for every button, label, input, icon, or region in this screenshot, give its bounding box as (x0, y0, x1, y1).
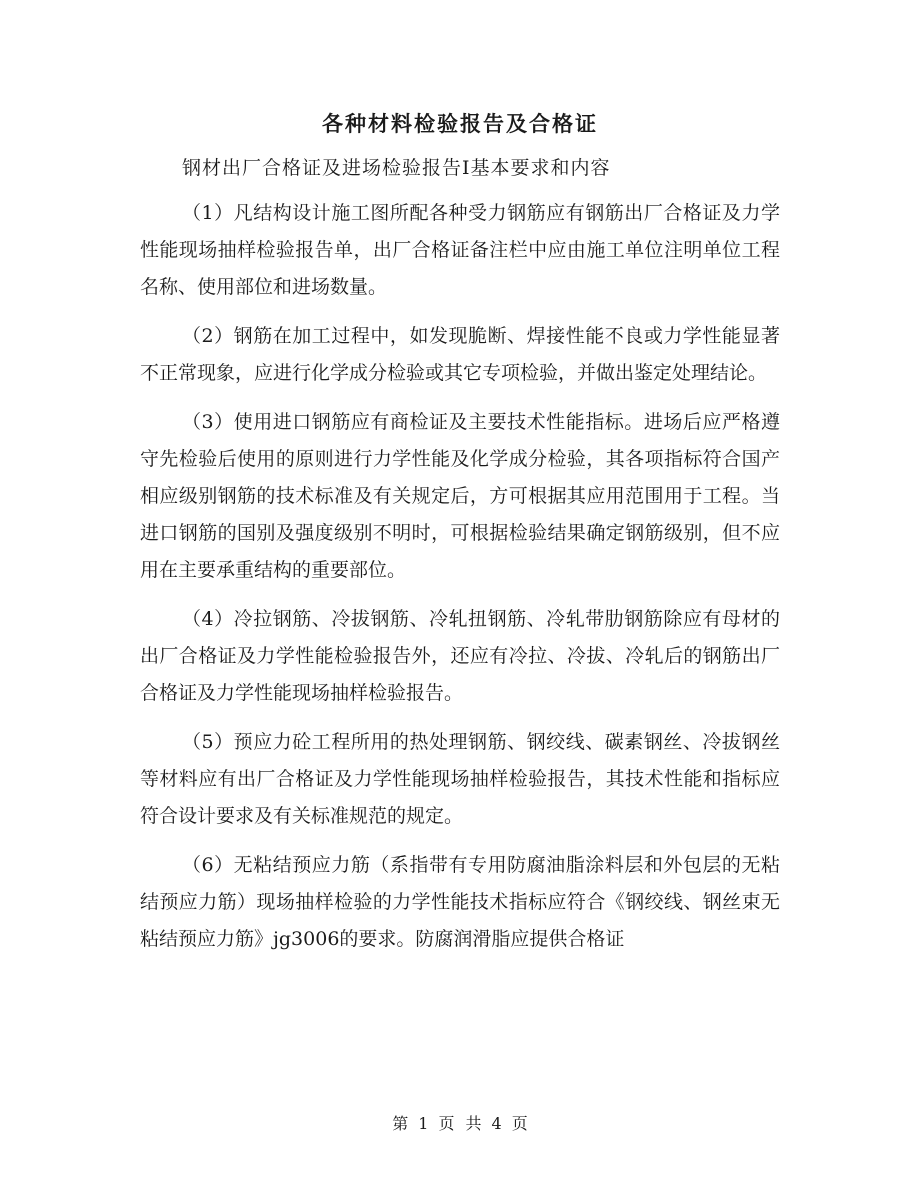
paragraph-2: （2）钢筋在加工过程中，如发现脆断、焊接性能不良或力学性能显著不正常现象，应进行化学成分检验或其它专项检验，并做出鉴定处理结论。 (140, 325, 780, 384)
page-label-prefix: 第 (392, 1114, 409, 1133)
page-label-suffix: 页 (511, 1114, 528, 1133)
document-body (140, 195, 780, 970)
paragraph-3: （3）使用进口钢筋应有商检证及主要技术性能指标。进场后应严格遵守先检验后使用的原则进行力学性能及化学成分检验，其各项指标符合国产相应级别钢筋的技术标准及有关规定后，方可根据其应用范围用于工程。当进口钢筋的国别及强度级别不明时，可根据检验结果确定钢筋级别，但不应用在主要承重结构的重要部位。 (140, 411, 780, 581)
document-title: 各种材料检验报告及合格证 (322, 111, 598, 136)
current-page-number: 1 (418, 1114, 429, 1133)
paragraph-5: （5）预应力砼工程所用的热处理钢筋、钢绞线、碳素钢丝、冷拔钢丝等材料应有出厂合格证及力学性能现场抽样检验报告，其技术性能和指标应符合设计要求及有关标准规范的规定。 (140, 731, 780, 827)
section-subtitle: 钢材出厂合格证及进场检验报告Ⅰ基本要求和内容 (182, 157, 611, 179)
total-pages-number: 4 (491, 1114, 502, 1133)
paragraph-4: （4）冷拉钢筋、冷拔钢筋、冷轧扭钢筋、冷轧带肋钢筋除应有母材的出厂合格证及力学性能检验报告外，还应有冷拉、冷拔、冷轧后的钢筋出厂合格证及力学性能现场抽样检验报告。 (140, 608, 780, 704)
page-label-mid: 页 共 (438, 1114, 482, 1133)
paragraph-1: （1）凡结构设计施工图所配各种受力钢筋应有钢筋出厂合格证及力学性能现场抽样检验报告单，出厂合格证备注栏中应由施工单位注明单位工程名称、使用部位和进场数量。 (140, 202, 780, 298)
page-footer (0, 1112, 920, 1136)
paragraph-6: （6）无粘结预应力筋（系指带有专用防腐油脂涂料层和外包层的无粘结预应力筋）现场抽样检验的力学性能技术指标应符合《钢绞线、钢丝束无粘结预应力筋》jg3006的要求。防腐润滑脂应提供合格证 (140, 854, 780, 950)
